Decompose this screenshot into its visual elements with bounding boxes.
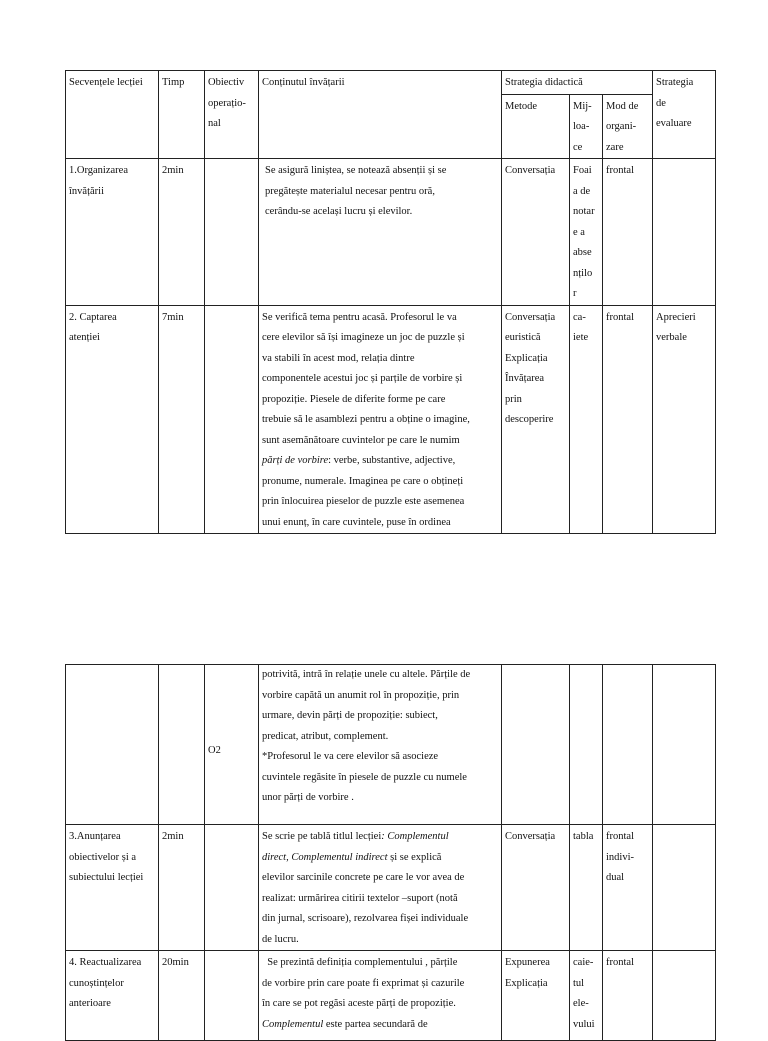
obiectiv-cell (205, 305, 259, 534)
timp-cell: 20min (159, 951, 205, 1041)
continut-cell: Se prezintă definiția complementului , părțile de vorbire prin care poate fi exprimat și cazurile în care se pot regăsi aceste părți de propoziție. Complementul este partea secundară de (259, 951, 502, 1041)
header-obiectiv: Obiectiv operațio- nal (205, 71, 259, 159)
obiectiv-cell (205, 159, 259, 306)
mod-cell (603, 665, 653, 825)
table-row (66, 825, 716, 951)
table-row (66, 305, 716, 534)
obiectiv-cell (205, 825, 259, 951)
table-row (66, 665, 716, 825)
header-timp: Timp (159, 71, 205, 159)
header-strategia-didactica: Strategia didactică (502, 71, 653, 95)
header-continut: Conținutul învățarii (259, 71, 502, 159)
secventa-cell: 4. Reactualizarea cunoștințelor anterioare (66, 951, 159, 1041)
secventa-cell (66, 665, 159, 825)
mijloace-cell: caie- tul ele- vului (570, 951, 603, 1041)
mod-cell: frontal (603, 951, 653, 1041)
evaluare-cell: Aprecieri verbale (653, 305, 716, 534)
secventa-cell: 2. Captarea atenției (66, 305, 159, 534)
continut-cell: Se asigură liniștea, se notează absenții și se pregătește materialul necesar pentru oră, cerându-se același lucru și elevilor. (259, 159, 502, 306)
obiectiv-cell (205, 951, 259, 1041)
evaluare-cell (653, 951, 716, 1041)
obiectiv-cell: O2 (205, 665, 259, 825)
metode-cell: Conversația (502, 159, 570, 306)
header-metode: Metode (502, 94, 570, 159)
continut-cell: potrivită, intră în relație unele cu altele. Părțile de vorbire capătă un anumit rol în propoziție, prin urmare, devin părți de propoziție: subiect, predicat, atribut, complement. *Profesorul le va cere elevilor să asocieze cuvintele regăsite în piesele de puzzle cu numele unor părți de vorbire . (259, 665, 502, 825)
mijloace-cell: ca- iete (570, 305, 603, 534)
evaluare-cell (653, 159, 716, 306)
continut-cell: Se scrie pe tablă titlul lecției: Complementul direct, Complementul indirect și se explică elevilor sarcinile concrete pe care le vor avea de realizat: urmărirea citirii textelor –suport (notă din jurnal, scrisoare), rezolvarea fișei individuale de lucru. (259, 825, 502, 951)
timp-cell (159, 665, 205, 825)
metode-cell: Expunerea Explicația (502, 951, 570, 1041)
lesson-plan-table-page-1 (65, 70, 716, 534)
mod-cell: frontal (603, 305, 653, 534)
evaluare-cell (653, 825, 716, 951)
lesson-plan-table-page-2 (65, 664, 716, 1041)
header-strategia-evaluare: Strategia de evaluare (653, 71, 716, 159)
evaluare-cell (653, 665, 716, 825)
header-mod-organizare: Mod de organi- zare (603, 94, 653, 159)
mijloace-cell (570, 665, 603, 825)
secventa-cell: 1.Organizarea învățării (66, 159, 159, 306)
secventa-cell: 3.Anunțarea obiectivelor și a subiectului lecției (66, 825, 159, 951)
header-mijloace: Mij- loa- ce (570, 94, 603, 159)
mod-cell: frontal indivi- dual (603, 825, 653, 951)
header-secvente: Secvențele lecției (66, 71, 159, 159)
mijloace-cell: tabla (570, 825, 603, 951)
continut-cell: Se verifică tema pentru acasă. Profesorul le va cere elevilor să își imagineze un joc de puzzle și va stabili în acest mod, relația dintre componentele acestui joc și parțile de vorbire și propoziție. Piesele de diferite forme pe care trebuie să le asamblezi pentru a obține o imagine, sunt asemănătoare cuvintelor pe care le numim părți de vorbire: verbe, substantive, adjective, pronume, numerale. Imaginea pe care o obțineți prin înlocuirea pieselor de puzzle este asemenea unui enunț, în care cuvintele, puse în ordinea (259, 305, 502, 534)
timp-cell: 2min (159, 159, 205, 306)
table-row (66, 951, 716, 1041)
mod-cell: frontal (603, 159, 653, 306)
metode-cell: Conversația euristică Explicația Învățarea prin descoperire (502, 305, 570, 534)
metode-cell: Conversația (502, 825, 570, 951)
mijloace-cell: Foai a de notar e a abse nțilo r (570, 159, 603, 306)
timp-cell: 2min (159, 825, 205, 951)
timp-cell: 7min (159, 305, 205, 534)
metode-cell (502, 665, 570, 825)
table-row (66, 159, 716, 306)
